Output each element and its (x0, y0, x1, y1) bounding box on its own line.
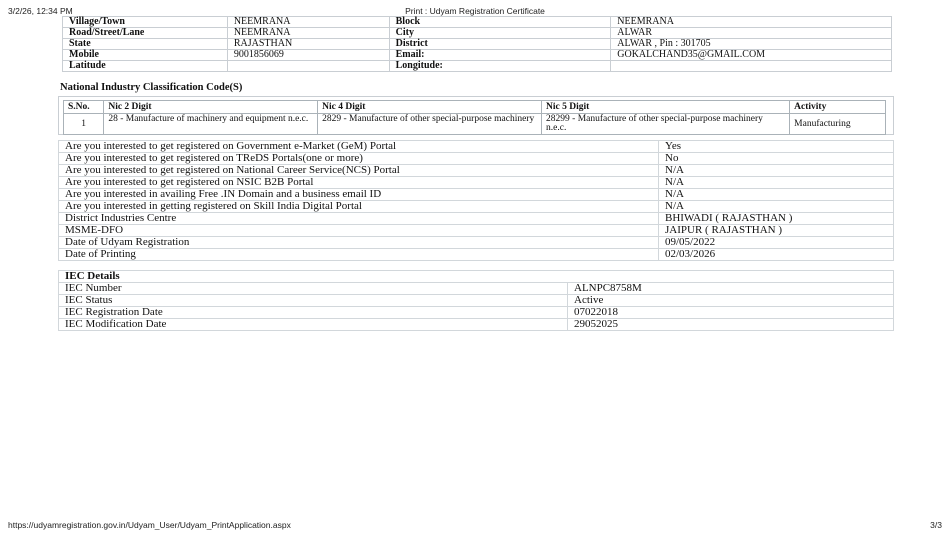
detail-label: Are you interested to get registered on Government e-Market (GeM) Portal (59, 141, 659, 153)
nic-col-5digit: Nic 5 Digit (542, 101, 790, 114)
address-label: Longitude: (389, 61, 611, 72)
address-label: Road/Street/Lane (63, 28, 228, 39)
detail-label: Are you interested to get registered on National Career Service(NCS) Portal (59, 165, 659, 177)
iec-value: 07022018 (568, 307, 894, 319)
nic-4digit: 2829 - Manufacture of other special-purpose machinery (318, 114, 542, 135)
detail-value: 02/03/2026 (659, 249, 894, 261)
address-label: District (389, 39, 611, 50)
detail-label: District Industries Centre (59, 213, 659, 225)
nic-5digit: 28299 - Manufacture of other special-purpose machinery n.e.c. (542, 114, 790, 135)
detail-value: No (659, 153, 894, 165)
detail-value: JAIPUR ( RAJASTHAN ) (659, 225, 894, 237)
nic-sno: 1 (64, 114, 104, 135)
address-table (62, 16, 892, 72)
address-value: GOKALCHAND35@GMAIL.COM (611, 50, 892, 61)
iec-row (59, 283, 894, 295)
page-number: 3/3 (930, 520, 942, 530)
nic-activity: Manufacturing (790, 114, 886, 135)
address-value: 9001856069 (227, 50, 389, 61)
nic-col-2digit: Nic 2 Digit (104, 101, 318, 114)
iec-label: IEC Number (59, 283, 568, 295)
address-label: City (389, 28, 611, 39)
detail-value: BHIWADI ( RAJASTHAN ) (659, 213, 894, 225)
nic-2digit: 28 - Manufacture of machinery and equipment n.e.c. (104, 114, 318, 135)
iec-value: 29052025 (568, 319, 894, 331)
address-value (227, 61, 389, 72)
nic-table (63, 100, 886, 135)
detail-value: Yes (659, 141, 894, 153)
iec-value: Active (568, 295, 894, 307)
detail-row (59, 201, 894, 213)
address-value: NEEMRANA (611, 17, 892, 28)
address-row (63, 28, 892, 39)
detail-row (59, 189, 894, 201)
detail-label: Are you interested in getting registered on Skill India Digital Portal (59, 201, 659, 213)
address-row (63, 17, 892, 28)
address-value: RAJASTHAN (227, 39, 389, 50)
detail-label: Are you interested to get registered on NSIC B2B Portal (59, 177, 659, 189)
detail-value: N/A (659, 177, 894, 189)
detail-label: Are you interested to get registered on TReDS Portals(one or more) (59, 153, 659, 165)
iec-label: IEC Registration Date (59, 307, 568, 319)
detail-value: N/A (659, 189, 894, 201)
print-footer (8, 520, 942, 532)
print-url: https://udyamregistration.gov.in/Udyam_User/Udyam_PrintApplication.aspx (8, 520, 291, 530)
detail-label: Date of Udyam Registration (59, 237, 659, 249)
print-datetime: 3/2/26, 12:34 PM (8, 6, 73, 16)
nic-col-sno: S.No. (64, 101, 104, 114)
iec-label: IEC Status (59, 295, 568, 307)
nic-col-4digit: Nic 4 Digit (318, 101, 542, 114)
iec-label: IEC Modification Date (59, 319, 568, 331)
iec-value: ALNPC8758M (568, 283, 894, 295)
address-value: NEEMRANA (227, 28, 389, 39)
address-label: State (63, 39, 228, 50)
detail-row (59, 225, 894, 237)
detail-row (59, 237, 894, 249)
detail-value: N/A (659, 165, 894, 177)
address-value: ALWAR (611, 28, 892, 39)
address-label: Email: (389, 50, 611, 61)
address-label: Mobile (63, 50, 228, 61)
iec-row (59, 307, 894, 319)
detail-row (59, 153, 894, 165)
address-label: Village/Town (63, 17, 228, 28)
iec-row (59, 319, 894, 331)
detail-value: N/A (659, 201, 894, 213)
address-value: ALWAR , Pin : 301705 (611, 39, 892, 50)
detail-row (59, 177, 894, 189)
iec-title: IEC Details (59, 271, 894, 283)
detail-row (59, 141, 894, 153)
detail-label: Date of Printing (59, 249, 659, 261)
detail-label: MSME-DFO (59, 225, 659, 237)
address-row (63, 61, 892, 72)
iec-details-table (58, 270, 894, 331)
detail-label: Are you interested in availing Free .IN Domain and a business email ID (59, 189, 659, 201)
detail-row (59, 213, 894, 225)
address-value (611, 61, 892, 72)
address-value: NEEMRANA (227, 17, 389, 28)
address-row (63, 39, 892, 50)
iec-row (59, 295, 894, 307)
nic-section-title: National Industry Classification Code(S) (60, 82, 243, 93)
nic-header-row (64, 101, 886, 114)
iec-title-row (59, 271, 894, 283)
address-label: Block (389, 17, 611, 28)
address-label: Latitude (63, 61, 228, 72)
detail-row (59, 249, 894, 261)
registration-details-table (58, 140, 894, 261)
print-title: Print : Udyam Registration Certificate (405, 6, 545, 16)
address-row (63, 50, 892, 61)
nic-col-activity: Activity (790, 101, 886, 114)
nic-row (64, 114, 886, 135)
detail-value: 09/05/2022 (659, 237, 894, 249)
detail-row (59, 165, 894, 177)
